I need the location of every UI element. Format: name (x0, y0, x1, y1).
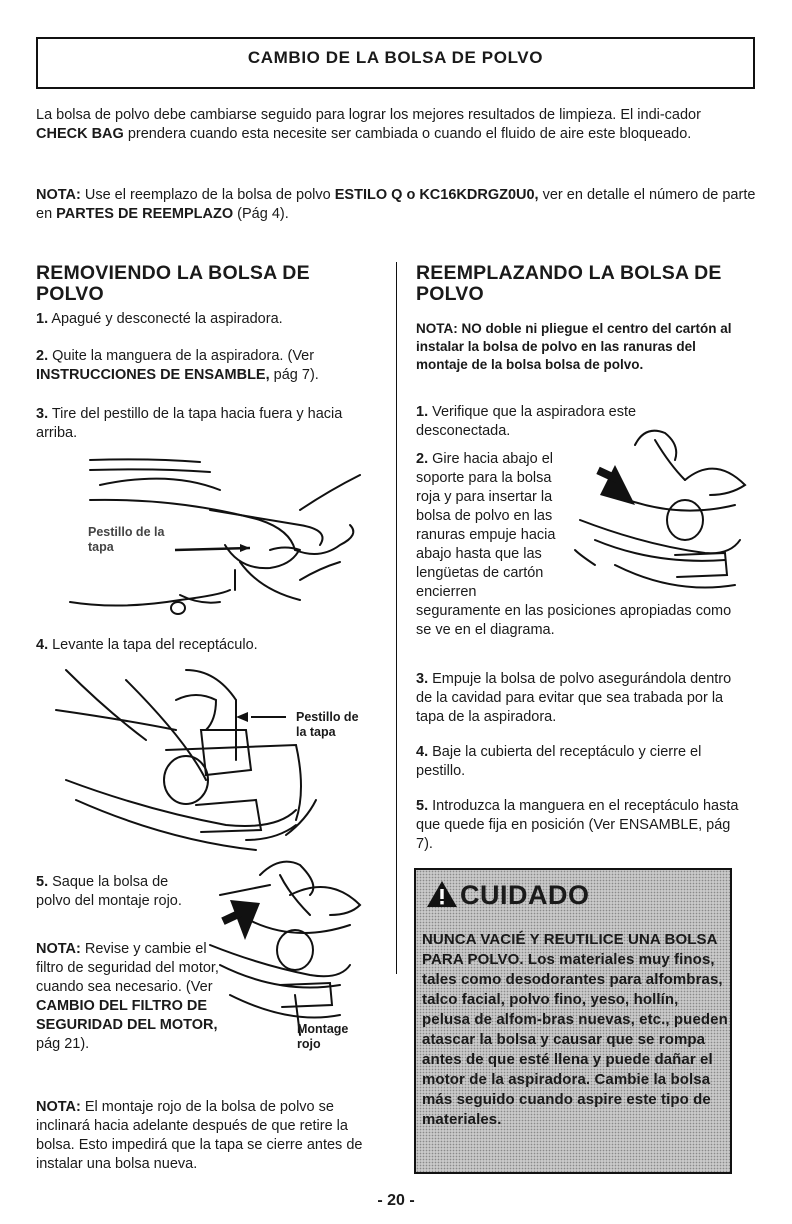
replace-step-2-continued: seguramente en las posiciones apropiadas como se ve en el diagrama. (416, 603, 732, 638)
remove-step-1: 1. Apagué y desconecté la aspiradora. (36, 311, 283, 327)
bag-insertion-illustration (575, 425, 750, 595)
filter-note: NOTA: Revise y cambie el filtro de seguridad del motor, cuando sea necesario. (Ver CAMBIO DEL FILTRO DE SEGURIDAD DEL MOTOR, pág 21). (36, 941, 219, 1052)
caution-title: CUIDADO (460, 880, 590, 910)
replace-step-4: 4. Baje la cubierta del receptáculo y cierre el pestillo. (416, 744, 702, 779)
replace-step-3: 3. Empuje la bolsa de polvo asegurándola dentro de la cavidad para evitar que sea trabada por la tapa de la aspiradora. (416, 671, 732, 725)
remove-step-3: 3. Tire del pestillo de la tapa hacia fuera y hacia arriba. (36, 406, 343, 441)
removing-bag-heading: REMOVIENDO LA BOLSA DE POLVO (36, 262, 310, 305)
replace-step-1: 1. Verifique que la aspiradora este desconectada. (416, 404, 637, 439)
red-mount-note: NOTA: El montaje rojo de la bolsa de polvo se inclinará hacia adelante después de que retire la bolsa. Esto impedirá que la tapa se cierre antes de instalar una bolsa nueva. (36, 1099, 363, 1172)
replacement-note: NOTA: Use el reemplazo de la bolsa de polvo ESTILO Q o KC16KDRGZ0U0, ver en detalle el número de parte en PARTES DE REEMPLAZO (Pág 4). (36, 187, 756, 222)
red-mount-label: Montage rojo (297, 1022, 349, 1051)
page-number: - 20 - (377, 1192, 415, 1209)
latch-label-1: Pestillo de la tapa (88, 525, 165, 554)
remove-step-4: 4. Levante la tapa del receptáculo. (36, 637, 258, 653)
latch-label-2: Pestillo de la tapa (296, 710, 359, 739)
replacing-bag-heading: REEMPLAZANDO LA BOLSA DE POLVO (416, 262, 722, 305)
remove-step-5: 5. Saque la bolsa de polvo del montaje rojo. (36, 874, 182, 909)
page-title: CAMBIO DE LA BOLSA DE POLVO (247, 48, 544, 67)
replace-step-2: 2. Gire hacia abajo el soporte para la bolsa roja y para insertar la bolsa de polvo en las ranuras empuje hacia abajo hasta que las lengüetas de cartón encierren (416, 451, 556, 600)
intro-paragraph: La bolsa de polvo debe cambiarse seguido para lograr los mejores resultados de limpieza. El indi-cador CHECK BAG prendera cuando esta necesite ser cambiada o cuando el fluido de aire este bloqueado. (36, 107, 701, 142)
replace-step-5: 5. Introduzca la manguera en el receptáculo hasta que quede fija en posición (Ver ENSAMBLE, pág 7). (416, 798, 739, 852)
caution-header (426, 880, 590, 910)
warning-triangle-icon (426, 880, 458, 908)
caution-text: NUNCA VACIÉ Y REUTILICE UNA BOLSA PARA POLVO. Los materiales muy finos, tales como desodorantes para alfombras, talco facial, polvo fino, yeso, hollín, pelusa de alfom-bras nuevas, etc., pueden atascar la bolsa y causar que se rompa antes de que esté llena y puede dañar el motor de la aspiradora. Cambie la bolsa más seguido cuando aspire este tipo de materiales. (422, 931, 728, 1128)
column-divider (396, 262, 397, 974)
fold-warning-note: NOTA: NO doble ni pliegue el centro del cartón al instalar la bolsa de polvo en las ranuras del montaje de la bolsa bolsa de polvo. (416, 321, 732, 372)
bag-removal-illustration (200, 855, 370, 1045)
remove-step-2: 2. Quite la manguera de la aspiradora. (Ver INSTRUCCIONES DE ENSAMBLE, pág 7). (36, 348, 319, 383)
lid-raised-illustration (46, 660, 336, 860)
